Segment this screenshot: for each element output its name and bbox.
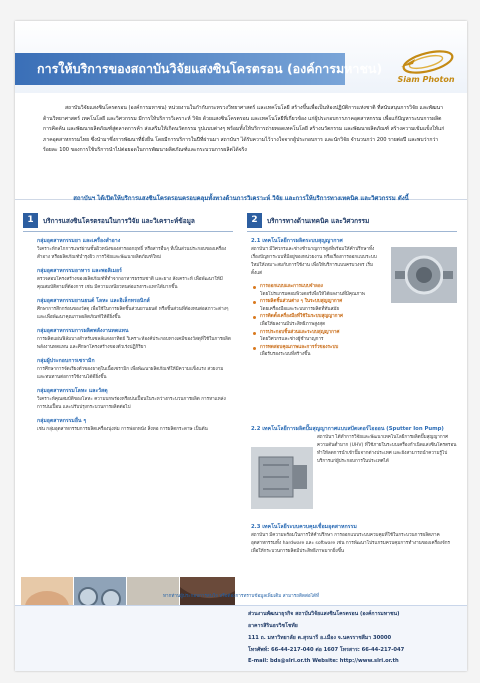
industry-item-ceramic bbox=[37, 357, 233, 382]
section-heading: 2.3 เทคโนโลยีระบบควบคุมเชื่อมอุตสาหกรรม bbox=[251, 524, 357, 530]
industry-description: การศึกษาการจัดเรียงตัวของธาตุในเนื้อเซรามิก เพื่อพัฒนาผลิตภัณฑ์ให้มีความแข็งแรง สวยงาม และทนทานต่อการใช้งานได้ดียิ่งขึ้น bbox=[37, 367, 224, 380]
section-description: สถาบันฯ ได้ทำการวิจัยและพัฒนาเทคโนโลยีการผลิตปั๊มสุญญากาศความดันต่ำมาก (UHV) ที่ใช้ภายในระบบเครื่องกำเนิดแสงซินโครตรอน ทำให้ลดการนำเข้าปั๊มจากต่างประเทศ และยังสามารถนำความรู้ไปบริการแก่ผู้ประกอบการในประเทศได้ bbox=[317, 435, 457, 464]
column-header bbox=[247, 211, 457, 232]
bullet-item: การออกแบบและการแบบจำลอง โดยโปรแกรมคอมพิวเตอร์เพื่อให้ได้ผลงานที่มีคุณภาพ bbox=[251, 283, 457, 298]
technical-services-column bbox=[247, 211, 457, 554]
section-heading: 2.1 เทคโนโลยีการผลิตระบบสุญญากาศ bbox=[251, 238, 343, 244]
contact-building: อาคารสิรินธรวิชโชทัย bbox=[248, 623, 298, 629]
contact-address: 111 ถ. มหาวิทยาลัย ต.สุรนารี อ.เมือง จ.นครราชสีมา 30000 bbox=[248, 635, 392, 641]
page-title: การให้บริการของสถาบันวิจัยแสงซินโครตรอน (องค์การมหาชน) bbox=[37, 61, 383, 76]
section-control-system bbox=[251, 523, 457, 561]
section-heading: 2.2 เทคโนโลยีการผลิตปั๊มสุญญากาศแบบสปัตเตอร์ไอออน (Sputter Ion Pump) bbox=[251, 426, 444, 432]
industry-heading: กลุ่มอุตสาหกรรมโลหะ และวัสดุ bbox=[37, 388, 108, 394]
services-research-column bbox=[23, 211, 233, 432]
contact-box bbox=[15, 605, 467, 671]
ion-pump-photo bbox=[251, 447, 313, 509]
industry-description: วิเคราะห์คุณสมบัติของโลหะ ความบกพร่องหรือปนเปื้อนในระหว่างกระบวนการผลิต การหาแหล่งการปนเปื้อน และปรับปรุงกระบวนการผลิตต่อไป bbox=[37, 397, 226, 410]
column-header bbox=[23, 211, 233, 232]
industry-description: การผลิตแผ่นฟิล์มบางสำหรับเซลล์แสงอาทิตย์ วิเคราะห์องค์ประกอบทางเคมีของวัสดุที่ใช้ในการผลิตพลังงานทดแทน และศึกษาโครงสร้างของตัวเร่งปฏิกิริยา bbox=[37, 337, 231, 350]
section-sputter-ion-pump bbox=[251, 425, 457, 471]
industry-heading: กลุ่มอุตสาหกรรมอื่น ๆ bbox=[37, 418, 87, 424]
vacuum-service-list bbox=[251, 283, 457, 359]
industry-heading: กลุ่มผู้ประกอบการเซรามิก bbox=[37, 358, 95, 364]
siam-photon-logo bbox=[395, 47, 457, 89]
industry-item-food-polymer bbox=[37, 267, 233, 292]
contact-prompt: หากท่านผู้ประกอบการสนใจ หรือต้องการทราบข้อมูลเพิ่มเติม สามารถติดต่อได้ที่ bbox=[162, 594, 320, 599]
brochure-page bbox=[15, 21, 467, 671]
bullet-item: การประกอบชิ้นส่วนและระบบสุญญากาศ โดยวิศวกรและช่างผู้ชำนาญการ bbox=[251, 329, 457, 344]
industry-item-automotive bbox=[37, 297, 233, 322]
industry-heading: กลุ่มอุตสาหกรรมอาหาร และพอลิเมอร์ bbox=[37, 268, 122, 274]
bullet-item: การติดตั้งเครื่องมือที่ใช้ในระบบสุญญากาศ เพื่อให้ผลงานมีประสิทธิภาพสูงสุด bbox=[251, 313, 457, 328]
industry-description: วิเคราะห์กลไกการแพร่ผ่านชั้นผิวหนังของสารออกฤทธิ์ หรือสารอื่นๆ ที่เป็นส่วนประกอบของเครื่องสำอาง หรือผลิตภัณฑ์บำรุงผิว การวิจัยและพัฒนาผลิตภัณฑ์ใหม่ bbox=[37, 247, 227, 260]
industry-item-metal bbox=[37, 387, 233, 412]
industry-list bbox=[37, 237, 233, 439]
section-number-badge: 1 bbox=[23, 213, 38, 228]
industry-item-energy bbox=[37, 327, 233, 352]
industry-description: ศึกษาการสึกกร่อนของวัสดุ เพื่อใช้ในการผลิตชิ้นส่วนยานยนต์ หรือชิ้นส่วนที่ต้องทนต่อสภาวะต่างๆ และเพื่อพัฒนาคุณภาพผลิตภัณฑ์ให้ดียิ่งขึ้น bbox=[37, 307, 229, 320]
industry-heading: กลุ่มอุตสาหกรรมยา และเครื่องสำอาง bbox=[37, 238, 121, 244]
synchrotron-ring-icon bbox=[395, 47, 457, 77]
column-title: บริการแสงซินโครตรอนในการวิจัย และวิเคราะห์ข้อมูล bbox=[43, 217, 195, 225]
logo-text: Siam Photon bbox=[397, 75, 455, 84]
industry-heading: กลุ่มอุตสาหกรรมยานยนต์ โลหะ และอิเล็กทรอนิกส์ bbox=[37, 298, 150, 304]
section-number-badge: 2 bbox=[247, 213, 262, 228]
industry-heading: กลุ่มอุตสาหกรรมการผลิตพลังงานทดแทน bbox=[37, 328, 129, 334]
industry-description: เช่น กลุ่มอุตสาหกรรมการผลิตเครื่องนุ่งห่ม การฟอกหนัง สิ่งทอ การผลิตกระดาษ เป็นต้น bbox=[37, 427, 208, 432]
bullet-item: การผลิตชิ้นส่วนต่าง ๆ ในระบบสุญญากาศ โดยเครื่องมือและระบบการผลิตที่ทันสมัย bbox=[251, 298, 457, 313]
industry-description: ตรวจสอบโครงสร้างของผลิตภัณฑ์ที่ทำจากอาหารธรรมชาติ และยาง สังเคราะห์ เพื่อพัฒนาให้มีคุณสมบัติตามที่ต้องการ เช่น มีความเหนียวทนต่อแรงกระแทกได้มากขึ้น bbox=[37, 277, 223, 290]
section-description: สถาบันฯ มีวิศวกรและช่างชำนาญการสูงที่พร้อมให้คำปรึกษาทั้งเรื่องปัญหาระบบที่มีอยู่ของหน่วยงาน หรือเรื่องการออกแบบระบบใหม่ให้เหมาะสมกับการใช้งาน เพื่อให้บริการแบบครบวงจร เริ่มตั้งแต่ bbox=[251, 247, 377, 276]
header bbox=[15, 21, 467, 93]
tagline: สถาบันฯ ได้เปิดให้บริการแสงซินโครตรอนครอบคลุมทั้งทางด้านการวิเคราะห์ วิจัย และการให้บริการทางเทคนิค และวิศวกรรม ดังนี้ bbox=[73, 195, 409, 202]
contact-web[interactable]: E-mail: bds@slri.or.th Website: http://www.slri.or.th bbox=[248, 658, 399, 664]
contact-phone: โทรศัพท์: 66-44-217-040 ต่อ 1607 โทรสาร: 66-44-217-047 bbox=[248, 647, 405, 653]
industry-item-cosmetics bbox=[37, 237, 233, 262]
bullet-item: การทดสอบคุณภาพและการรั่วของระบบ เพื่อรับรองระบบที่สร้างขึ้น bbox=[251, 344, 457, 359]
contact-org: ส่วนงานพัฒนาธุรกิจ สถาบันวิจัยแสงซินโครตรอน (องค์การมหาชน) bbox=[248, 611, 400, 617]
intro-paragraph: สถาบันวิจัยแสงซินโครตรอน (องค์การมหาชน) หน่วยงานในกำกับกระทรวงวิทยาศาสตร์ และเทคโนโลยี สร้างขึ้นเพื่อเป็นห้องปฏิบัติการแห่งชาติ ที่สนับสนุนการวิจัย และพัฒนาด้านวิทยาศาสตร์ เทคโนโลยี และวิศวกรรม มีการให้บริการวิเคราะห์ วิจัย ด้วยแสงซินโครตรอน และเทคโนโลยีที่เกี่ยวข้อง แก่ผู้ประกอบการภาคอุตสาหกรรม เพื่อแก้ปัญหาระบบการผลิต การคิดค้น และพัฒนาผลิตภัณฑ์สู่ตลาดการค้า ส่งเสริมให้เกิดนวัตกรรม รูปแบบต่างๆ พร้อมทั้งให้บริการถ่ายทอดเทคโนโลยี สร้างนวัตกรรม และพัฒนาผลิตภัณฑ์ สร้างความเข้มแข็งให้แก่ภาคอุตสาหกรรมไทย ซึ่งนำมาซึ่งการพัฒนาที่ยั่งยืน โดยมีการบริการในปีที่ผ่านมา สถาบันฯ ได้รับความไว้วางใจจากผู้ประกอบการ และนักวิจัย จำนวนกว่า 200 รายต่อปี และพบว่ากว่าร้อยละ 100 ของการใช้บริการนำไปต่อยอดในการพัฒนาผลิตภัณฑ์และกระบวนการผลิตได้จริง bbox=[43, 105, 445, 153]
column-title: บริการทางด้านเทคนิค และวิศวกรรม bbox=[267, 217, 370, 225]
industry-item-other bbox=[37, 417, 233, 434]
section-vacuum-technology bbox=[251, 237, 457, 359]
section-description: สถาบันฯ มีความพร้อมในการให้คำปรึกษา การออกแบบระบบควบคุมที่ใช้ในกระบวนการผลิตภาคอุตสาหกรรมทั้ง hardware และ software เช่น การพัฒนาโปรแกรมควบคุมการทำงานของเครื่องจักร เพื่อให้กระบวนการผลิตมีประสิทธิภาพมากยิ่งขึ้น bbox=[251, 533, 450, 554]
